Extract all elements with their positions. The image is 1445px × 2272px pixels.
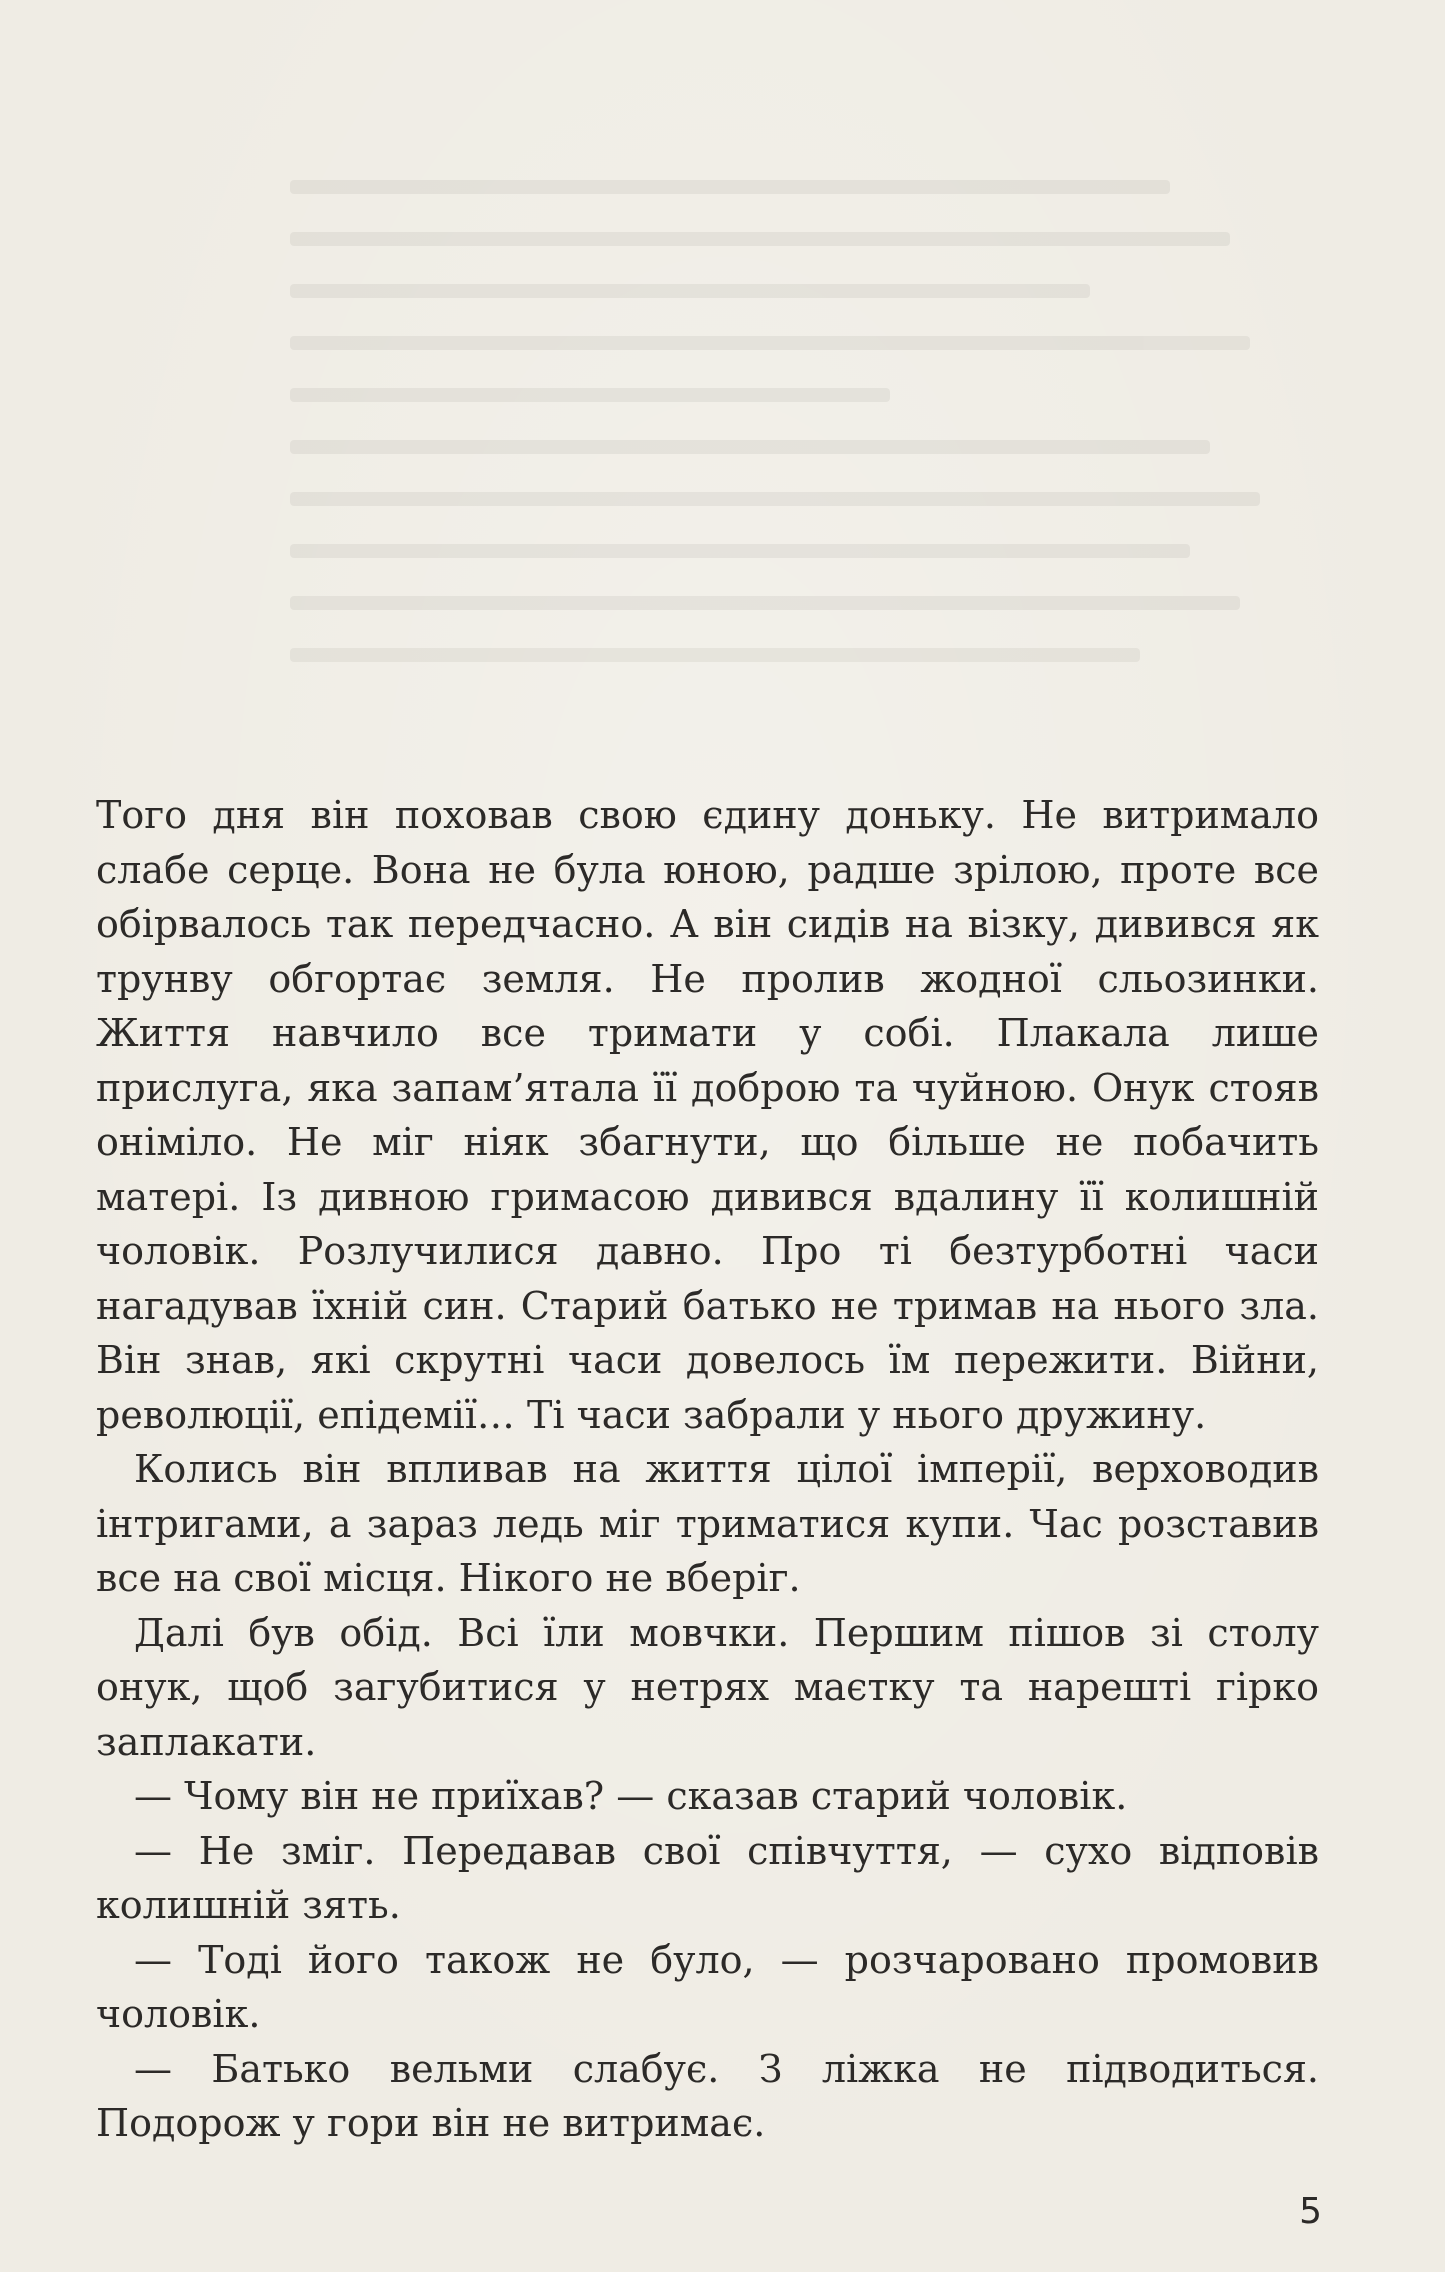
page-number: 5	[1299, 2191, 1322, 2232]
dialogue-line: — Чому він не приїхав? — сказав старий чоловік.	[134, 1774, 1128, 1818]
paragraph: Того дня він поховав свою єдину доньку. Не витримало слабе серце. Вона не була юною, радше зрілою, проте все обірвалось так передчасно. А він сидів на візку, дивився як трунву обгортає земля. Не пролив жодної сльозинки. Життя навчило все тримати у собі. Плакала лише прислуга, яка запам’ятала її доброю та чуйною. Онук стояв оніміло. Не міг ніяк збагнути, що більше не побачить матері. Із дивною гримасою дивився вдалину її колишній чоловік. Розлучилися давно. Про ті безтурботні часи нагадував їхній син. Старий батько не тримав на нього зла. Він знав, які скрутні часи довелось їм пережити. Війни, революції, епідемії… Ті часи забрали у нього дружину.	[96, 793, 1319, 1437]
dialogue-line: — Батько вельми слабує. З ліжка не підводиться. Подорож у гори він не витримає.	[96, 2046, 1319, 2145]
body-text	[96, 788, 1319, 2151]
bleed-through-texture	[290, 180, 1290, 740]
dialogue-line: — Тоді його також не було, — розчаровано промовив чоловік.	[96, 1937, 1319, 2036]
paragraph: Колись він впливав на життя цілої імперії, верховодив інтригами, а зараз ледь міг триматися купи. Час розставив все на свої місця. Нікого не вберіг.	[96, 1447, 1319, 1600]
dialogue-line: — Не зміг. Передавав свої співчуття, — сухо відповів колишній зять.	[96, 1828, 1319, 1927]
paragraph: Далі був обід. Всі їли мовчки. Першим пішов зі столу онук, щоб загубитися у нетрях маєтку та нарешті гірко заплакати.	[96, 1610, 1319, 1764]
